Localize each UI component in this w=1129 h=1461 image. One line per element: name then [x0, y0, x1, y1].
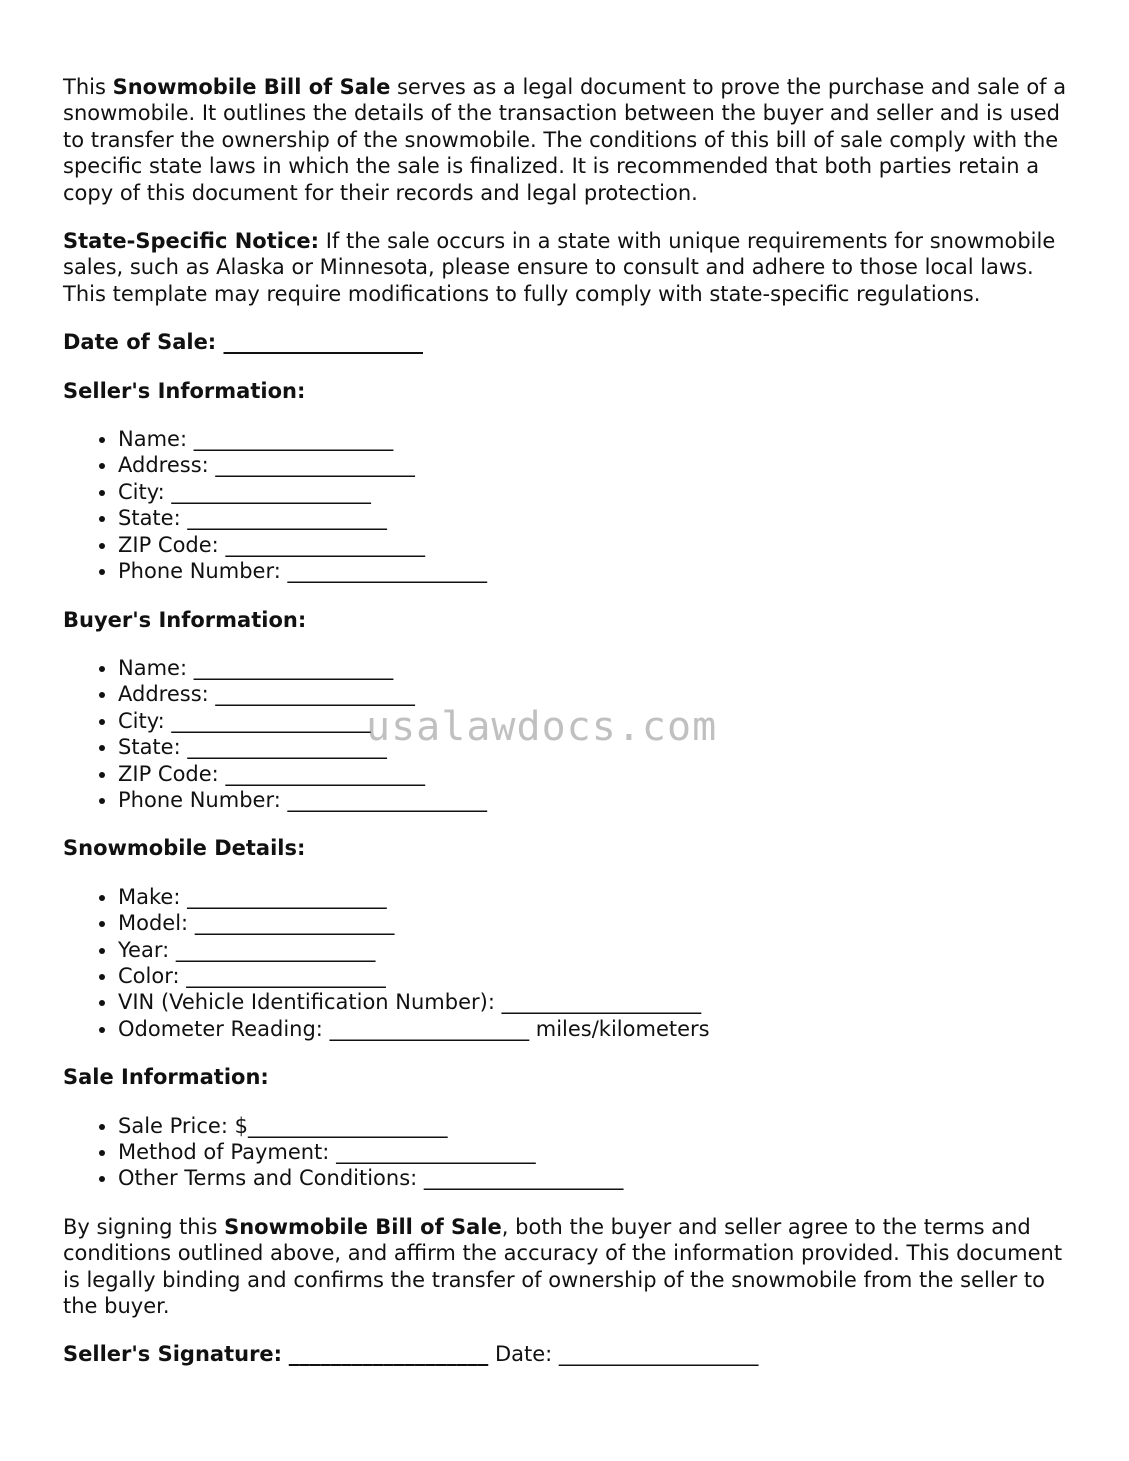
- other-terms-blank: ___________________: [423, 1166, 624, 1191]
- buyer-name-blank: ___________________: [193, 655, 394, 680]
- list-item: [118, 884, 1073, 910]
- date-of-sale-label: Date of Sale:: [63, 330, 217, 355]
- seller-city-label: City:: [118, 479, 165, 504]
- date-of-sale-blank: ___________________: [223, 330, 424, 355]
- list-item: [118, 734, 1073, 760]
- buyer-address-blank: ___________________: [215, 682, 415, 707]
- closing-text: , both the buyer and seller agree to the terms and conditions outlined above, and affirm the accuracy of the information provided. This document is legally binding and confirms the transfer of ownership of the snowmobile from the seller to the buyer.: [63, 1214, 1063, 1319]
- seller-name-blank: ___________________: [193, 427, 394, 452]
- sale-info-heading: Sale Information:: [63, 1065, 269, 1090]
- seller-address-label: Address:: [118, 453, 209, 478]
- sale-price-blank: ___________________: [247, 1113, 448, 1138]
- buyer-state-label: State:: [118, 735, 181, 760]
- year-blank: ___________________: [175, 937, 376, 962]
- watermark: usalawdocs.com: [366, 704, 718, 750]
- state-notice-text: If the sale occurs in a state with unique requirements for snowmobile sales, such as Alaska or Minnesota, please ensure to consult and adhere to those local laws. This template may require modifications to fully comply with state-specific regulations.: [63, 229, 1056, 306]
- list-item: [118, 1113, 1073, 1139]
- buyer-phone-blank: ___________________: [287, 787, 487, 812]
- closing-doc-title: Snowmobile Bill of Sale: [224, 1214, 502, 1239]
- list-item: [118, 937, 1073, 963]
- snowmobile-details-list: [63, 884, 1073, 1042]
- seller-name-label: Name:: [118, 427, 188, 452]
- buyer-info-heading: Buyer's Information:: [63, 607, 307, 632]
- closing-prefix: By signing this: [63, 1214, 225, 1239]
- intro-paragraph: [63, 74, 1073, 206]
- list-item: [118, 1139, 1073, 1165]
- buyer-city-label: City:: [118, 708, 165, 733]
- seller-zip-blank: ___________________: [225, 532, 425, 557]
- vin-blank: ___________________: [501, 990, 702, 1015]
- closing-paragraph: [63, 1214, 1073, 1320]
- buyer-city-blank: ___________________: [171, 708, 371, 733]
- vin-label: VIN (Vehicle Identification Number):: [118, 990, 495, 1015]
- list-item: [118, 505, 1073, 531]
- buyer-zip-blank: ___________________: [225, 761, 425, 786]
- snowmobile-details-heading: Snowmobile Details:: [63, 836, 306, 861]
- model-label: Model:: [118, 911, 189, 936]
- seller-address-blank: ___________________: [215, 453, 415, 478]
- make-label: Make:: [118, 884, 181, 909]
- payment-method-label: Method of Payment:: [118, 1140, 330, 1164]
- seller-info-list: [63, 426, 1073, 584]
- state-notice-paragraph: [63, 228, 1073, 307]
- buyer-address-label: Address:: [118, 682, 209, 707]
- list-item: [118, 787, 1073, 813]
- seller-signature-blank: ___________________: [288, 1342, 489, 1367]
- other-terms-label: Other Terms and Conditions:: [118, 1166, 418, 1191]
- year-label: Year:: [118, 937, 170, 962]
- list-item: [118, 1165, 1073, 1191]
- model-blank: ___________________: [194, 911, 395, 936]
- buyer-zip-label: ZIP Code:: [118, 761, 219, 786]
- list-item: [118, 532, 1073, 558]
- list-item: [118, 655, 1073, 681]
- list-item: [118, 1016, 1073, 1042]
- list-item: [118, 681, 1073, 707]
- sale-info-list: [63, 1113, 1073, 1192]
- seller-state-blank: ___________________: [187, 506, 387, 531]
- seller-phone-label: Phone Number:: [118, 559, 281, 584]
- odometer-unit: miles/kilometers: [535, 1016, 710, 1041]
- list-item: [118, 708, 1073, 734]
- list-item: [118, 452, 1073, 478]
- odometer-label: Odometer Reading:: [118, 1016, 323, 1041]
- buyer-name-label: Name:: [118, 655, 188, 680]
- list-item: [118, 989, 1073, 1015]
- color-blank: ___________________: [186, 963, 386, 988]
- intro-prefix: This: [63, 75, 113, 99]
- seller-state-label: State:: [118, 506, 181, 531]
- seller-info-heading: Seller's Information:: [63, 378, 306, 403]
- seller-phone-blank: ___________________: [287, 559, 487, 584]
- payment-method-blank: ___________________: [336, 1140, 536, 1164]
- list-item: [118, 479, 1073, 505]
- list-item: [118, 426, 1073, 452]
- signature-date-blank: ___________________: [558, 1342, 759, 1367]
- odometer-blank: ___________________: [329, 1016, 530, 1041]
- list-item: [118, 910, 1073, 936]
- list-item: [118, 558, 1073, 584]
- signature-date-label: Date:: [494, 1342, 553, 1367]
- intro-text: serves as a legal document to prove the purchase and sale of a snowmobile. It outlines the details of the transaction between the buyer and seller and is used to transfer the ownership of the snowmobile. The conditions of this bill of sale comply with the specific state laws in which the sale is finalized. It is recommended that both parties retain a copy of this document for their records and legal protection.: [63, 75, 1067, 205]
- sale-price-label: Sale Price: $: [118, 1113, 248, 1138]
- document-page: [63, 74, 1073, 1390]
- seller-city-blank: ___________________: [171, 479, 371, 504]
- buyer-phone-label: Phone Number:: [118, 787, 281, 812]
- color-label: Color:: [118, 963, 180, 988]
- buyer-info-list: [63, 655, 1073, 813]
- seller-signature-label: Seller's Signature:: [63, 1342, 283, 1367]
- list-item: [118, 963, 1073, 989]
- list-item: [118, 761, 1073, 787]
- date-of-sale-line: [63, 329, 1073, 355]
- buyer-state-blank: ___________________: [187, 735, 387, 760]
- seller-signature-line: [63, 1341, 1073, 1367]
- seller-zip-label: ZIP Code:: [118, 532, 219, 557]
- intro-doc-title: Snowmobile Bill of Sale: [112, 75, 391, 99]
- state-notice-label: State-Specific Notice:: [63, 229, 320, 254]
- make-blank: ___________________: [187, 884, 387, 909]
